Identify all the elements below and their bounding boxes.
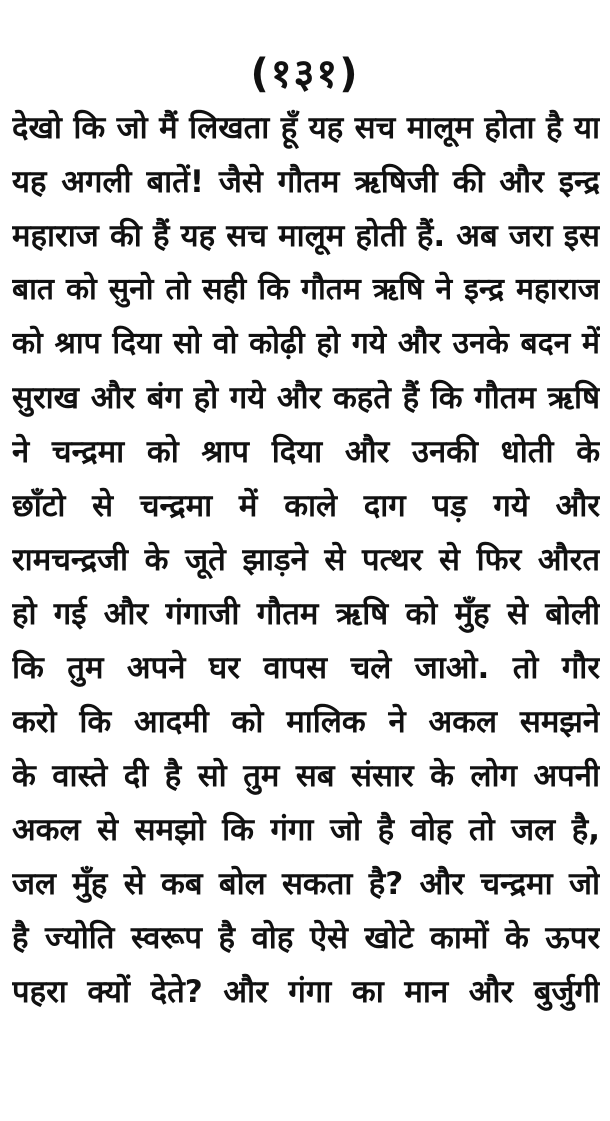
text-line: पहरा क्यों देते? और गंगा का मान और बुर्जुगी: [12, 974, 600, 1010]
text-line: के वास्ते दी है सो तुम सब संसार के लोग अपनी: [12, 758, 600, 794]
text-line: महाराज की हैं यह सच मालूम होती हैं. अब जरा इस: [12, 218, 600, 254]
page-number: (१३१): [250, 51, 360, 97]
text-line: जल मुँह से कब बोल सकता है? और चन्द्रमा जो: [12, 866, 600, 902]
text-line: यह अगली बातें! जैसे गौतम ऋषिजी की और इन्द्र: [12, 164, 600, 200]
text-line: देखो कि जो मैं लिखता हूँ यह सच मालूम होता है या: [12, 110, 600, 146]
text-line: अकल से समझो कि गंगा जो है वोह तो जल है,: [12, 812, 600, 848]
text-line: ने चन्द्रमा को श्राप दिया और उनकी धोती के: [12, 434, 600, 470]
text-line: है ज्योति स्वरूप है वोह ऐसे खोटे कामों के ऊपर: [12, 920, 600, 956]
text-line: बात को सुनो तो सही कि गौतम ऋषि ने इन्द्र महाराज: [12, 272, 600, 307]
text-line: सुराख और बंग हो गये और कहते हैं कि गौतम ऋषि: [12, 380, 600, 416]
text-line: हो गई और गंगाजी गौतम ऋषि को मुँह से बोली: [12, 596, 600, 632]
text-line: को श्राप दिया सो वो कोढ़ी हो गये और उनके बदन में: [12, 326, 600, 361]
text-line: करो कि आदमी को मालिक ने अकल समझने: [12, 704, 600, 740]
text-line: छाँटो से चन्द्रमा में काले दाग पड़ गये और: [12, 488, 600, 524]
text-line: रामचन्द्रजी के जूते झाड़ने से पत्थर से फिर औरत: [12, 542, 600, 578]
text-line: कि तुम अपने घर वापस चले जाओ. तो गौर: [12, 650, 600, 686]
body-text: [12, 101, 600, 1019]
